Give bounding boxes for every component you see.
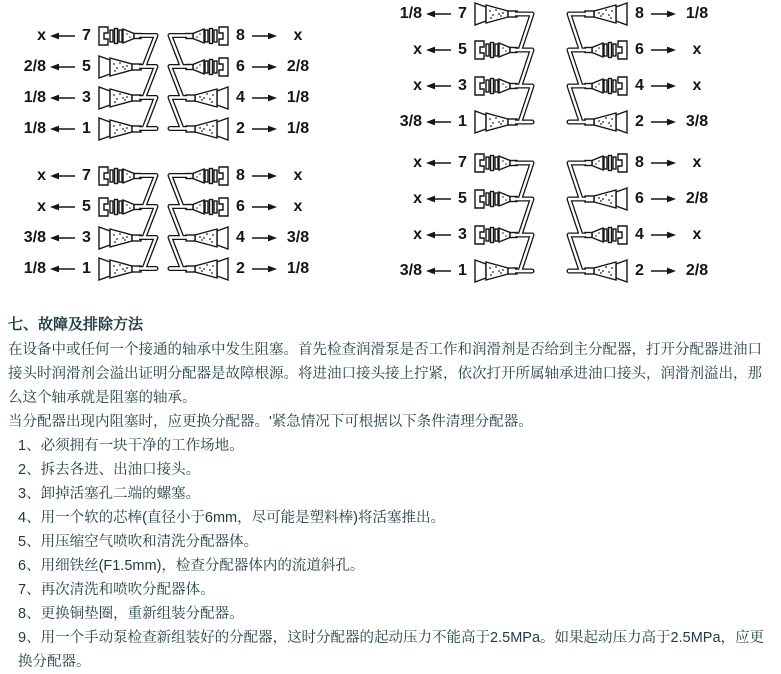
dose-value-label: 1/8 [23,259,46,277]
open-outlet-icon [472,1,518,27]
dose-value-label: x [293,197,303,215]
outlet-row [185,222,317,253]
port-number-label: 1 [458,262,467,279]
dose-value-label: x [413,226,422,243]
outlet-row [388,0,520,32]
arrow-left-icon [49,233,76,243]
arrow-left-icon [425,117,452,127]
port-number-label: 8 [236,26,245,44]
open-outlet-icon [96,85,142,111]
port-number-label: 7 [458,154,467,171]
port-number-label: 2 [635,113,644,130]
distributor-column-top-right-outlets-even [584,0,716,140]
outlet-row [584,217,716,253]
arrow-right-icon [251,171,278,181]
outlet-row [12,253,144,284]
outlet-row [388,217,520,253]
distributor-column-top-left-outlets-odd [12,20,144,144]
arrow-right-icon [251,202,278,212]
outlet-row [12,222,144,253]
outlet-row [12,113,144,144]
arrow-left-icon [425,9,452,19]
port-number-label: 8 [236,166,245,184]
outlet-row [584,145,716,181]
distributor-column-bottom-left-outlets-odd [12,160,144,284]
distributor-column-top-left-outlets-even [185,20,317,144]
distributor-diagram [0,4,781,308]
outlet-row [185,51,317,82]
arrow-right-icon [650,194,677,204]
arrow-right-icon [650,9,677,19]
port-number-label: 1 [458,113,467,130]
dose-value-label: 3/8 [399,113,422,130]
outlet-row [185,113,317,144]
capped-outlet-icon [185,23,231,49]
port-number-label: 1 [82,259,91,277]
capped-outlet-icon [185,194,231,220]
arrow-right-icon [251,233,278,243]
dose-value-label: 2/8 [286,57,310,75]
outlet-row [388,104,520,140]
arrow-right-icon [650,45,677,55]
step-item: 1、必须拥有一块干净的工作场地。 [18,438,244,454]
capped-outlet-icon [584,73,630,99]
connecting-pipes [157,20,187,144]
outlet-row [584,181,716,217]
dose-value-label: x [692,41,702,58]
dose-value-label: x [692,154,702,171]
arrow-right-icon [251,93,278,103]
dose-value-label: x [413,190,422,207]
dose-value-label: 1/8 [23,119,46,137]
port-number-label: 7 [82,166,91,184]
port-number-label: 6 [635,190,644,207]
capped-outlet-icon [96,23,142,49]
arrow-right-icon [650,158,677,168]
dose-value-label: 2/8 [23,57,46,75]
arrow-left-icon [425,158,452,168]
distributor-column-bottom-right-outlets-odd [388,145,520,289]
dose-value-label: x [37,197,46,215]
port-number-label: 6 [236,197,245,215]
outlet-row [12,191,144,222]
outlet-row [584,0,716,32]
dose-value-label: x [692,77,702,94]
troubleshooting-section [0,308,781,674]
open-outlet-icon [96,54,142,80]
arrow-left-icon [49,93,76,103]
dose-value-label: x [37,166,46,184]
outlet-row [388,68,520,104]
open-outlet-icon [472,109,518,135]
port-number-label: 7 [82,26,91,44]
paragraph-replace-distributor: 当分配器出现内阻塞时，应更换分配器。'紧急情况下可根据以下条件清理分配器。 [8,414,533,430]
open-outlet-icon [185,116,231,142]
arrow-right-icon [650,266,677,276]
capped-outlet-icon [472,150,518,176]
port-number-label: 6 [635,41,644,58]
outlet-row [12,160,144,191]
arrow-left-icon [425,230,452,240]
outlet-row [12,82,144,113]
outlet-row [12,20,144,51]
port-number-label: 3 [458,77,467,94]
dose-value-label: 3/8 [23,228,46,246]
open-outlet-icon [96,256,142,282]
dose-value-label: x [413,154,422,171]
port-number-label: 5 [82,197,91,215]
connecting-pipes [515,145,545,289]
step-item: 3、卸掉活塞孔二端的螺塞。 [18,486,201,502]
dose-value-label: 1/8 [23,88,46,106]
dose-value-label: x [692,226,702,243]
dose-value-label: x [37,26,46,44]
open-outlet-icon [185,256,231,282]
capped-outlet-icon [584,37,630,63]
port-number-label: 4 [635,77,644,94]
port-number-label: 2 [236,119,245,137]
connecting-pipes [157,160,187,284]
capped-outlet-icon [472,37,518,63]
step-item: 5、用压缩空气喷吹和清洗分配器体。 [18,534,259,550]
port-number-label: 5 [82,57,91,75]
outlet-row [584,68,716,104]
port-number-label: 3 [82,228,91,246]
step-item: 9、用一个手动泵检查新组装好的分配器，这时分配器的起动压力不能高于2.5MPa。如果起动压力高于2.5MPa，应更换分配器。 [18,630,765,670]
dose-value-label: x [293,166,303,184]
step-item: 6、用细铁丝(F1.5mm)，检查分配器体内的流道斜孔。 [18,558,365,574]
connecting-pipes [556,145,586,289]
dose-value-label: 3/8 [685,113,709,130]
arrow-left-icon [425,266,452,276]
dose-value-label: 2/8 [685,262,709,279]
dose-value-label: 2/8 [685,190,709,207]
arrow-right-icon [251,124,278,134]
connecting-pipes [556,0,586,140]
arrow-left-icon [49,62,76,72]
dose-value-label: 1/8 [286,259,310,277]
outlet-row [388,181,520,217]
port-number-label: 8 [635,154,644,171]
port-number-label: 7 [458,5,467,22]
dose-value-label: x [293,26,303,44]
open-outlet-icon [584,186,630,212]
port-number-label: 2 [236,259,245,277]
paragraph-blockage-diagnosis: 在设备中或任何一个接通的轴承中发生阻塞。首先检查润滑泵是否工作和润滑剂是否给到主分配器，打开分配器进油口接头时润滑剂会溢出证明分配器是故障根源。将进油口接头接上拧紧，依次打开所属轴承进油口接头，润滑剂溢出，那么这个轴承就是阻塞的轴承。 [8,342,762,406]
port-number-label: 5 [458,41,467,58]
arrow-right-icon [251,62,278,72]
arrow-right-icon [251,264,278,274]
distributor-column-bottom-left-outlets-even [185,160,317,284]
dose-value-label: x [413,41,422,58]
capped-outlet-icon [584,150,630,176]
step-item: 4、用一个软的芯棒(直径小于6mm，尽可能是塑料棒)将活塞推出。 [18,510,445,526]
capped-outlet-icon [584,222,630,248]
arrow-right-icon [650,117,677,127]
arrow-right-icon [650,230,677,240]
outlet-row [388,32,520,68]
port-number-label: 3 [82,88,91,106]
open-outlet-icon [185,225,231,251]
port-number-label: 8 [635,5,644,22]
outlet-row [185,191,317,222]
outlet-row [12,51,144,82]
open-outlet-icon [584,258,630,284]
open-outlet-icon [96,225,142,251]
arrow-left-icon [425,81,452,91]
port-number-label: 4 [236,88,245,106]
dose-value-label: 1/8 [685,5,709,22]
dose-value-label: 3/8 [399,262,422,279]
capped-outlet-icon [185,163,231,189]
step-item: 2、拆去各进、出油口接头。 [18,462,201,478]
dose-value-label: 1/8 [286,88,310,106]
port-number-label: 4 [236,228,245,246]
outlet-row [584,253,716,289]
arrow-left-icon [425,45,452,55]
capped-outlet-icon [185,54,231,80]
arrow-left-icon [49,31,76,41]
port-number-label: 3 [458,226,467,243]
arrow-right-icon [650,81,677,91]
outlet-row [185,253,317,284]
dose-value-label: 1/8 [286,119,310,137]
arrow-left-icon [49,171,76,181]
port-number-label: 6 [236,57,245,75]
capped-outlet-icon [96,163,142,189]
port-number-label: 1 [82,119,91,137]
distributor-column-bottom-right-outlets-even [584,145,716,289]
dose-value-label: x [413,77,422,94]
step-item: 7、再次清洗和喷吹分配器体。 [18,582,215,598]
capped-outlet-icon [472,186,518,212]
arrow-left-icon [49,202,76,212]
open-outlet-icon [584,1,630,27]
open-outlet-icon [584,109,630,135]
open-outlet-icon [96,116,142,142]
capped-outlet-icon [472,73,518,99]
port-number-label: 4 [635,226,644,243]
outlet-row [584,104,716,140]
port-number-label: 5 [458,190,467,207]
open-outlet-icon [472,258,518,284]
outlet-row [185,20,317,51]
section-heading: 七、故障及排除方法 [8,316,144,333]
port-number-label: 2 [635,262,644,279]
outlet-row [388,145,520,181]
outlet-row [388,253,520,289]
arrow-right-icon [251,31,278,41]
step-item: 8、更换铜垫圈，重新组装分配器。 [18,606,244,622]
outlet-row [185,160,317,191]
arrow-left-icon [425,194,452,204]
dose-value-label: 3/8 [286,228,310,246]
dose-value-label: 1/8 [399,5,422,22]
outlet-row [185,82,317,113]
capped-outlet-icon [96,194,142,220]
distributor-column-top-right-outlets-odd [388,0,520,140]
capped-outlet-icon [472,222,518,248]
outlet-row [584,32,716,68]
connecting-pipes [515,0,545,140]
open-outlet-icon [185,85,231,111]
arrow-left-icon [49,264,76,274]
arrow-left-icon [49,124,76,134]
